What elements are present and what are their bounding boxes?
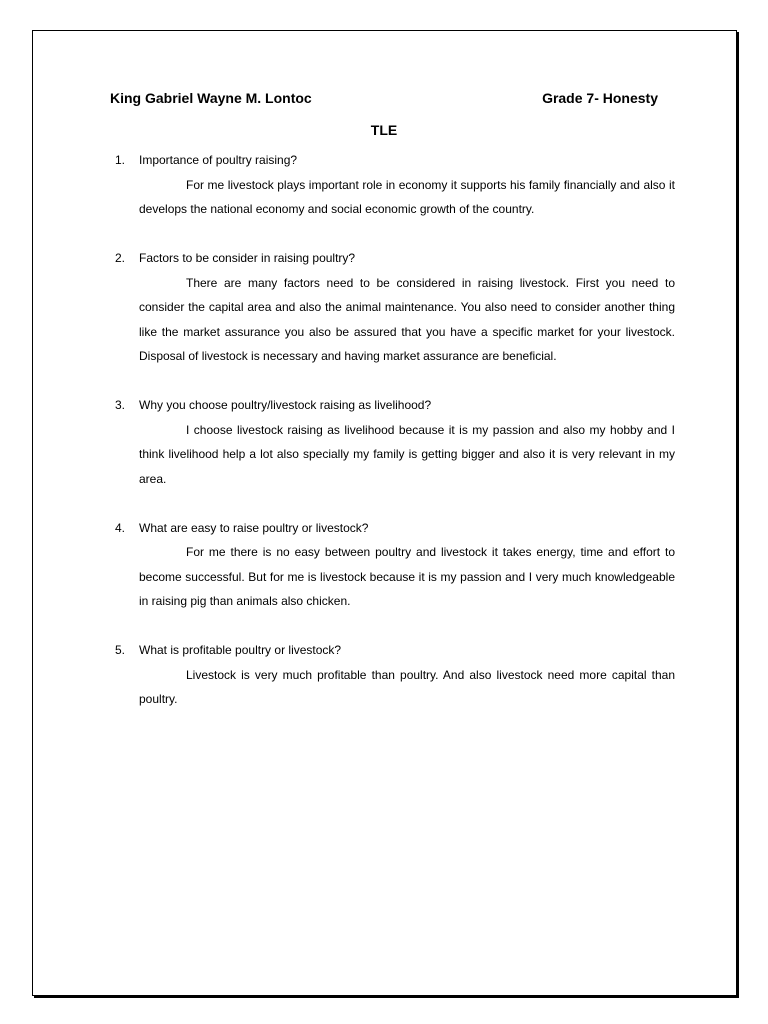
question-list: [115, 148, 675, 736]
question-item: [115, 393, 675, 491]
question-number: 1.: [115, 153, 126, 167]
question-item: [115, 516, 675, 614]
grade-section: Grade 7- Honesty: [542, 90, 658, 106]
question-text: Importance of poultry raising?: [139, 153, 298, 167]
question-number: 3.: [115, 398, 126, 412]
question-item: [115, 148, 675, 222]
answer-text: I choose livestock raising as livelihood because it is my passion and also my hobby and I think livelihood help a lot also specially my family is getting bigger and also it is very relevant in my area.: [139, 422, 675, 486]
question-text: Why you choose poultry/livestock raising as livelihood?: [139, 398, 432, 412]
subject-title: TLE: [370, 122, 398, 138]
question-text: Factors to be consider in raising poultry?: [139, 251, 356, 265]
question-item: [115, 638, 675, 712]
question-item: [115, 246, 675, 369]
question-number: 4.: [115, 520, 126, 535]
student-name: King Gabriel Wayne M. Lontoc: [110, 90, 312, 106]
question-number: 2.: [115, 251, 126, 265]
answer-text: For me livestock plays important role in economy it supports his family financially and also it develops the national economy and social economic growth of the country.: [139, 177, 675, 216]
answer-text: For me there is no easy between poultry and livestock it takes energy, time and effort to become successful. But for me is livestock because it is my passion and I very much knowledgeable in raising pig than animals also chicken.: [139, 545, 675, 608]
question-text: What are easy to raise poultry or livestock?: [139, 520, 369, 535]
question-text: What is profitable poultry or livestock?: [139, 643, 342, 657]
answer-text: Livestock is very much profitable than poultry. And also livestock need more capital than poultry.: [139, 667, 675, 706]
question-number: 5.: [115, 643, 126, 657]
answer-text: There are many factors need to be considered in raising livestock. First you need to consider the capital area and also the animal maintenance. You also need to consider another thing like the market assurance you also be assured that you have a specific market for your livestock. Disposal of livestock is necessary and having market assurance are beneficial.: [139, 275, 675, 363]
